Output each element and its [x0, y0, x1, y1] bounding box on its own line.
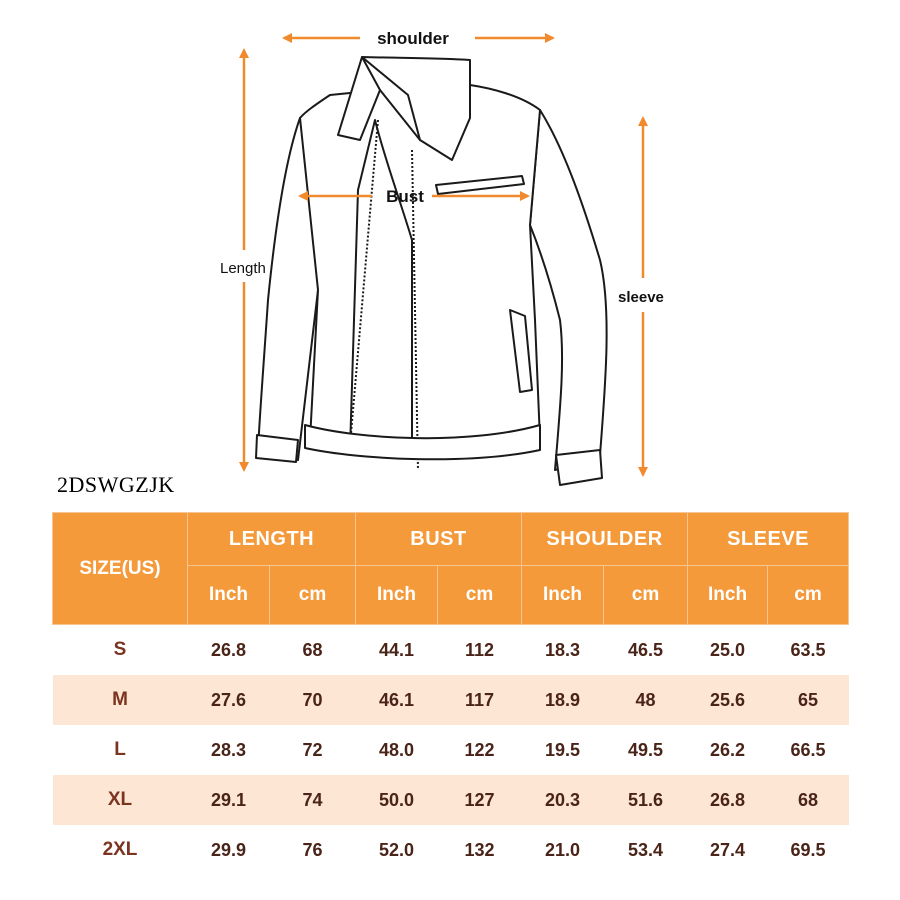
table-cell: 28.3 — [188, 725, 270, 775]
table-cell: 122 — [438, 725, 522, 775]
table-cell: 72 — [270, 725, 356, 775]
product-code: 2DSWGZJK — [57, 472, 175, 497]
length-header: LENGTH — [188, 513, 356, 566]
table-cell: 132 — [438, 825, 522, 875]
table-cell: 68 — [270, 625, 356, 676]
sleeve-label: sleeve — [618, 289, 664, 306]
table-cell: 26.8 — [688, 775, 768, 825]
size-cell: L — [53, 725, 188, 775]
table-cell: 48 — [604, 675, 688, 725]
table-cell: 46.5 — [604, 625, 688, 676]
table-cell: 49.5 — [604, 725, 688, 775]
table-cell: 117 — [438, 675, 522, 725]
table-row — [53, 775, 849, 825]
shoulder-label: shoulder — [377, 29, 449, 48]
table-cell: 18.3 — [522, 625, 604, 676]
table-cell: 19.5 — [522, 725, 604, 775]
table-cell: 52.0 — [356, 825, 438, 875]
jacket-drawing — [256, 57, 607, 485]
size-cell: XL — [53, 775, 188, 825]
table-cell: 68 — [768, 775, 849, 825]
table-cell: 53.4 — [604, 825, 688, 875]
table-row — [53, 675, 849, 725]
table-cell: 27.4 — [688, 825, 768, 875]
sleeve-inch-header: Inch — [688, 566, 768, 625]
length-cm-header: cm — [270, 566, 356, 625]
sleeve-header: SLEEVE — [688, 513, 849, 566]
table-cell: 26.2 — [688, 725, 768, 775]
table-cell: 112 — [438, 625, 522, 676]
size-header: SIZE(US) — [53, 513, 188, 625]
bust-label: Bust — [386, 187, 424, 206]
table-cell: 76 — [270, 825, 356, 875]
bust-inch-header: Inch — [356, 566, 438, 625]
table-cell: 50.0 — [356, 775, 438, 825]
length-label: Length — [220, 260, 266, 277]
bust-header: BUST — [356, 513, 522, 566]
table-cell: 44.1 — [356, 625, 438, 676]
table-cell: 74 — [270, 775, 356, 825]
table-row — [53, 725, 849, 775]
shoulder-header: SHOULDER — [522, 513, 688, 566]
size-cell: 2XL — [53, 825, 188, 875]
table-cell: 18.9 — [522, 675, 604, 725]
table-cell: 29.9 — [188, 825, 270, 875]
table-cell: 66.5 — [768, 725, 849, 775]
table-cell: 29.1 — [188, 775, 270, 825]
table-cell: 127 — [438, 775, 522, 825]
sleeve-cm-header: cm — [768, 566, 849, 625]
length-inch-header: Inch — [188, 566, 270, 625]
size-chart — [52, 512, 848, 875]
table-cell: 21.0 — [522, 825, 604, 875]
table-cell: 25.0 — [688, 625, 768, 676]
table-cell: 20.3 — [522, 775, 604, 825]
table-cell: 63.5 — [768, 625, 849, 676]
table-cell: 70 — [270, 675, 356, 725]
table-row — [53, 625, 849, 676]
table-cell: 46.1 — [356, 675, 438, 725]
table-cell: 65 — [768, 675, 849, 725]
shoulder-inch-header: Inch — [522, 566, 604, 625]
table-cell: 26.8 — [188, 625, 270, 676]
table-cell: 69.5 — [768, 825, 849, 875]
table-cell: 51.6 — [604, 775, 688, 825]
size-table — [52, 512, 849, 875]
size-cell: M — [53, 675, 188, 725]
shoulder-cm-header: cm — [604, 566, 688, 625]
table-cell: 25.6 — [688, 675, 768, 725]
table-row — [53, 825, 849, 875]
bust-cm-header: cm — [438, 566, 522, 625]
table-cell: 27.6 — [188, 675, 270, 725]
size-cell: S — [53, 625, 188, 676]
table-cell: 48.0 — [356, 725, 438, 775]
